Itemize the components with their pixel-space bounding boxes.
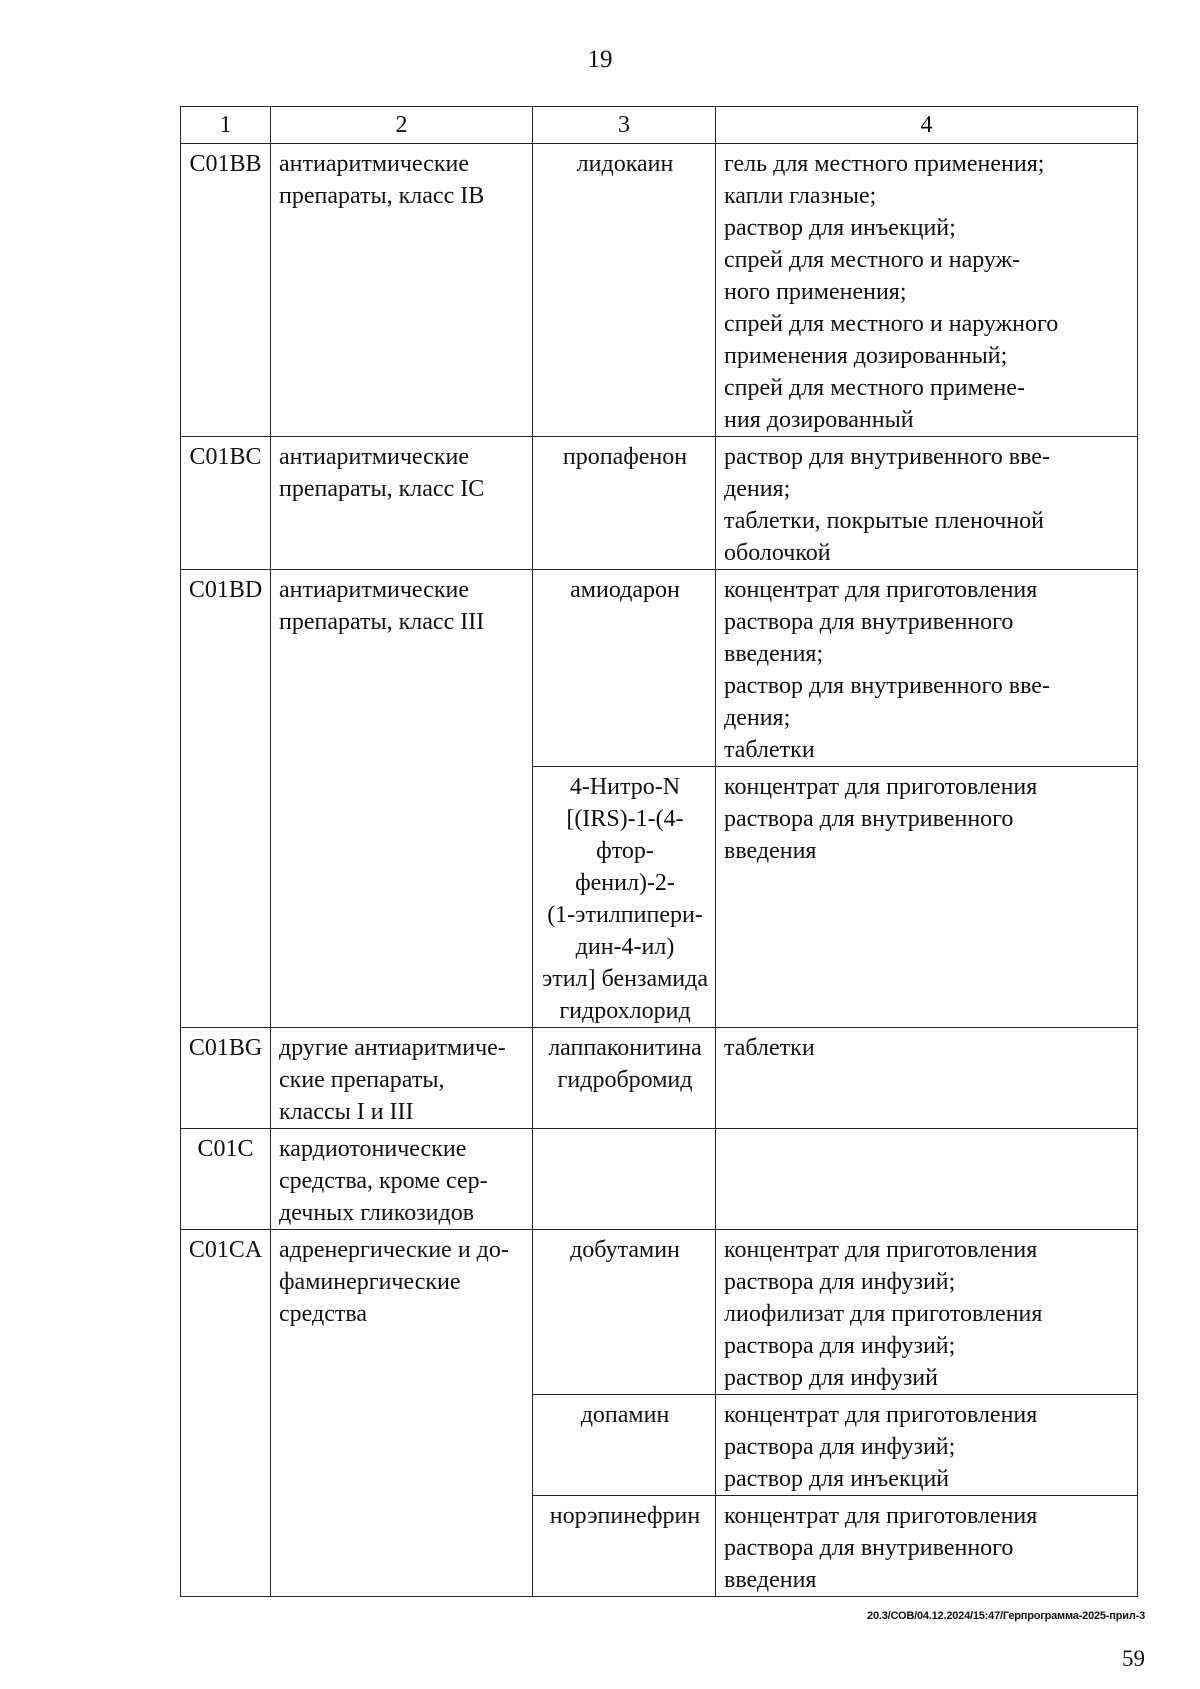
group-name: антиаритмические препараты, класс IC <box>271 437 533 570</box>
drug-name <box>533 1129 716 1230</box>
drug-name: добутамин <box>533 1230 716 1395</box>
drug-name: лидокаин <box>533 144 716 437</box>
header-col-1: 1 <box>181 107 271 144</box>
dosage-forms: концентрат для приготовления раствора для внутривенного введения; раствор для внутривенного вве- дения; таблетки <box>716 570 1138 767</box>
group-name: другие антиаритмиче- ские препараты, классы I и III <box>271 1028 533 1129</box>
dosage-forms: концентрат для приготовления раствора для внутривенного введения <box>716 767 1138 1028</box>
header-col-3: 3 <box>533 107 716 144</box>
atc-code: C01CA <box>181 1230 271 1597</box>
atc-code: C01BD <box>181 570 271 1028</box>
drug-name: допамин <box>533 1395 716 1496</box>
atc-code: C01BG <box>181 1028 271 1129</box>
document-reference: 20.3/СОВ/04.12.2024/15:47/Герпрограмма-2025-прил-3 <box>867 1610 1145 1622</box>
page-number: 19 <box>587 46 613 73</box>
dosage-forms: концентрат для приготовления раствора для инфузий; лиофилизат для приготовления раствора для инфузий; раствор для инфузий <box>716 1230 1138 1395</box>
dosage-forms <box>716 1129 1138 1230</box>
drug-name: пропафенон <box>533 437 716 570</box>
atc-code: C01BC <box>181 437 271 570</box>
footer-page-number: 59 <box>1122 1646 1145 1671</box>
dosage-forms: концентрат для приготовления раствора для внутривенного введения <box>716 1496 1138 1597</box>
dosage-forms: концентрат для приготовления раствора для инфузий; раствор для инъекций <box>716 1395 1138 1496</box>
table-row <box>181 437 1138 570</box>
group-name: антиаритмические препараты, класс III <box>271 570 533 1028</box>
atc-code: C01C <box>181 1129 271 1230</box>
group-name: антиаритмические препараты, класс IB <box>271 144 533 437</box>
dosage-forms: гель для местного применения; капли глазные; раствор для инъекций; спрей для местного и наруж- ного применения; спрей для местного и наружного применения дозированный; спрей для местного примене- ния дозированный <box>716 144 1138 437</box>
dosage-forms: раствор для внутривенного вве- дения; таблетки, покрытые пленочной оболочкой <box>716 437 1138 570</box>
drug-name: норэпинефрин <box>533 1496 716 1597</box>
group-name: кардиотонические средства, кроме сер- дечных гликозидов <box>271 1129 533 1230</box>
header-col-2: 2 <box>271 107 533 144</box>
dosage-forms: таблетки <box>716 1028 1138 1129</box>
table-row <box>181 1028 1138 1129</box>
group-name: адренергические и до- фаминергические средства <box>271 1230 533 1597</box>
atc-code: C01BB <box>181 144 271 437</box>
drug-name: амиодарон <box>533 570 716 767</box>
table-row <box>181 1230 1138 1395</box>
table-header-row <box>181 107 1138 144</box>
table-row <box>181 570 1138 767</box>
drug-name: лаппаконитина гидробромид <box>533 1028 716 1129</box>
table-row <box>181 1129 1138 1230</box>
drug-name: 4-Нитро-N [(IRS)-1-(4-фтор- фенил)-2- (1-этилпипери- дин-4-ил) этил] бензамида гидрохлорид <box>533 767 716 1028</box>
header-col-4: 4 <box>716 107 1138 144</box>
table-row <box>181 144 1138 437</box>
drug-table <box>180 106 1138 1597</box>
